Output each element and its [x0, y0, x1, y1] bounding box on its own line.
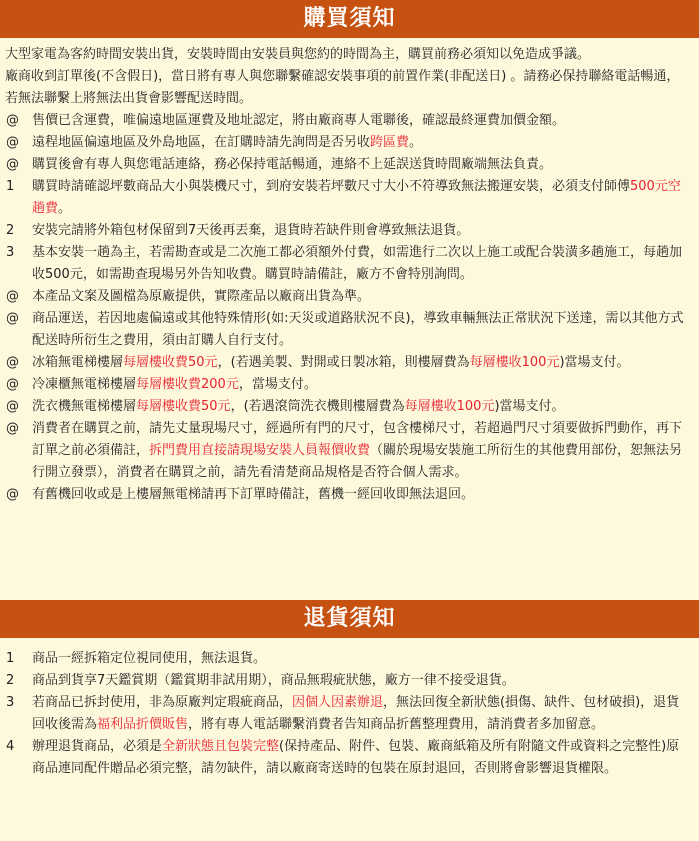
purchase-notice-item: [5, 176, 691, 220]
list-marker: 3: [6, 245, 15, 260]
text-segment: 有舊機回收或是上樓層無電梯請再下訂單時備註，舊機一經回收即無法退回。: [32, 487, 475, 502]
text-segment: 本產品文案及圖檔為原廠提供，實際產品以廠商出貨為準。: [32, 289, 371, 304]
text-segment: ，無法回復全新狀態(損傷、缺件、包材破損)，退貨回收後需為: [32, 695, 680, 732]
highlight-text: 每層樓收費200元: [136, 377, 239, 392]
purchase-notice-item: [5, 374, 691, 396]
text-segment: 商品到貨享7天鑑賞期（鑑賞期非試用期），商品無瑕疵狀態，廠方一律不接受退貨。: [32, 673, 515, 688]
text-segment: 購買時請確認坪數商品大小與裝機尺寸，到府安裝若坪數尺寸大小不符導致無法搬運安裝，必須支付師傅: [32, 179, 631, 194]
text-segment: 商品運送，若因地處偏遠或其他特殊情形(如:天災或道路狀況不良)，導致車輛無法正常狀況下送達，需以其他方式配送時所衍生之費用，須由訂購人自行支付。: [32, 311, 684, 348]
purchase-intro-paragraph-2: 廠商收到訂單後(不含假日)，當日將有專人與您聯繫確認安裝事項的前置作業(非配送日) 。請務必保持聯絡電話暢通，若無法聯繫上將無法出貨會影響配送時間。: [5, 69, 680, 106]
text-segment: ，(若遇滾筒洗衣機則樓層費為: [230, 399, 405, 414]
highlight-text: 跨區費: [370, 135, 410, 150]
return-notice-list: [5, 648, 691, 780]
purchase-notice-item: [5, 484, 691, 506]
purchase-intro-paragraph-1: 大型家電為客約時間安裝出貨，安裝時間由安裝員與您約的時間為主，購買前務必須知以免造成爭議。: [5, 47, 591, 62]
return-notice-item: [5, 670, 691, 692]
list-item-text: [32, 154, 691, 176]
list-marker: @: [6, 421, 19, 436]
return-notice-banner: [0, 600, 699, 638]
text-segment: 購買後會有專人與您電話連絡，務必保持電話暢通，連絡不上延誤送貨時間廠端無法負責。: [32, 157, 553, 172]
return-notice-title: 退貨須知: [303, 606, 396, 631]
list-marker: 3: [6, 695, 15, 710]
text-segment: 辦理退貨商品，必須是: [32, 739, 163, 754]
text-segment: 基本安裝一趟為主，若需勘查或是二次施工都必須額外付費，如需進行二次以上施工或配合裝潢多趟施工，每趟加收500元，如需勘查現場另外告知收費。購買時請備註，廠方不會特別詢問。: [32, 245, 683, 282]
list-marker: @: [6, 377, 19, 392]
highlight-text: 每層樓收費50元: [123, 355, 218, 370]
list-marker: @: [6, 355, 19, 370]
list-item-text: [32, 242, 691, 286]
list-item-text: [32, 132, 691, 154]
list-item-text: [32, 176, 691, 220]
highlight-text: 拆門費用直接請現場安裝人員報價收費: [149, 443, 371, 458]
purchase-notice-item: [5, 396, 691, 418]
return-notice-item: [5, 692, 691, 736]
highlight-text: 每層樓收100元: [469, 355, 560, 370]
list-item-text: [32, 374, 691, 396]
text-segment: 售價已含運費，唯偏遠地區運費及地址認定，將由廠商專人電聯後，確認最終運費加價金額。: [32, 113, 566, 128]
purchase-notice-section: [0, 44, 699, 506]
list-item-text: [32, 648, 691, 670]
list-marker: 1: [6, 651, 15, 666]
list-item-text: [32, 220, 691, 242]
text-segment: （關於現場安裝施工所衍生的其他費用部份，恕無法另行開立發票），消費者在購買之前，請先看清楚商品規格是否符合個人需求。: [32, 443, 683, 480]
list-item-text: [32, 286, 691, 308]
list-marker: 2: [6, 223, 15, 238]
return-notice-item: [5, 648, 691, 670]
return-notice-section: [0, 648, 699, 780]
text-segment: 。: [409, 135, 423, 150]
list-item-text: [32, 670, 691, 692]
list-marker: @: [6, 289, 19, 304]
purchase-notice-item: [5, 418, 691, 484]
purchase-notice-item: [5, 308, 691, 352]
highlight-text: 福利品折價販售: [97, 717, 189, 732]
purchase-notice-item: [5, 132, 691, 154]
text-segment: 消費者在購買之前，請先丈量現場尺寸，經過所有門的尺寸，包含樓梯尺寸，若超過門尺寸須要做拆門動作，再下訂單之前必須備註，: [32, 421, 683, 458]
highlight-text: 500元空趟費: [32, 179, 681, 216]
purchase-notice-list: [5, 110, 691, 506]
list-item-text: [32, 110, 691, 132]
highlight-text: 每層樓收100元: [404, 399, 495, 414]
list-item-text: [32, 736, 691, 780]
text-segment: 洗衣機無電梯樓層: [32, 399, 137, 414]
list-marker: @: [6, 399, 19, 414]
list-marker: 4: [6, 739, 15, 754]
purchase-notice-item: [5, 242, 691, 286]
text-segment: 若商品已拆封使用，非為原廠判定瑕疵商品，: [32, 695, 293, 710]
text-segment: 安裝完請將外箱包材保留到7天後再丟棄，退貨時若缺件則會導致無法退貨。: [32, 223, 470, 238]
list-item-text: [32, 396, 691, 418]
highlight-text: 因個人因素辦退: [292, 695, 384, 710]
purchase-notice-item: [5, 352, 691, 374]
purchase-notice-item: [5, 286, 691, 308]
text-segment: )當場支付。: [559, 355, 630, 370]
purchase-notice-item: [5, 110, 691, 132]
text-segment: ，(若遇美製、對開或日製冰箱，則樓層費為: [217, 355, 470, 370]
list-marker: @: [6, 311, 19, 326]
list-marker: 1: [6, 179, 15, 194]
text-segment: 冷凍櫃無電梯樓層: [32, 377, 137, 392]
list-item-text: [32, 352, 691, 374]
purchase-notice-title: 購買須知: [303, 6, 396, 31]
list-item-text: [32, 308, 691, 352]
list-item-text: [32, 418, 691, 484]
list-item-text: [32, 692, 691, 736]
text-segment: 冰箱無電梯樓層: [32, 355, 124, 370]
list-marker: @: [6, 487, 19, 502]
text-segment: 遠程地區偏遠地區及外島地區，在訂購時請先詢問是否另收: [32, 135, 371, 150]
list-marker: 2: [6, 673, 15, 688]
highlight-text: 每層樓收費50元: [136, 399, 231, 414]
list-marker: @: [6, 113, 19, 128]
purchase-notice-item: [5, 154, 691, 176]
list-item-text: [32, 484, 691, 506]
text-segment: 。: [58, 201, 72, 216]
text-segment: (保持產品、附件、包裝、廠商紙箱及所有附隨文件或資料之完整性)原商品連同配件贈品必須完整，請勿缺件，請以廠商寄送時的包裝在原封退回，否則將會影響退貨權限。: [32, 739, 680, 776]
text-segment: ，當場支付。: [238, 377, 317, 392]
list-marker: @: [6, 157, 19, 172]
list-marker: @: [6, 135, 19, 150]
purchase-notice-item: [5, 220, 691, 242]
return-notice-item: [5, 736, 691, 780]
text-segment: ，將有專人電話聯繫消費者告知商品折舊整理費用，請消費者多加留意。: [188, 717, 605, 732]
text-segment: 商品一經拆箱定位視同使用，無法退貨。: [32, 651, 267, 666]
highlight-text: 全新狀態且包裝完整: [162, 739, 280, 754]
text-segment: )當場支付。: [494, 399, 565, 414]
purchase-notice-banner: [0, 0, 699, 38]
